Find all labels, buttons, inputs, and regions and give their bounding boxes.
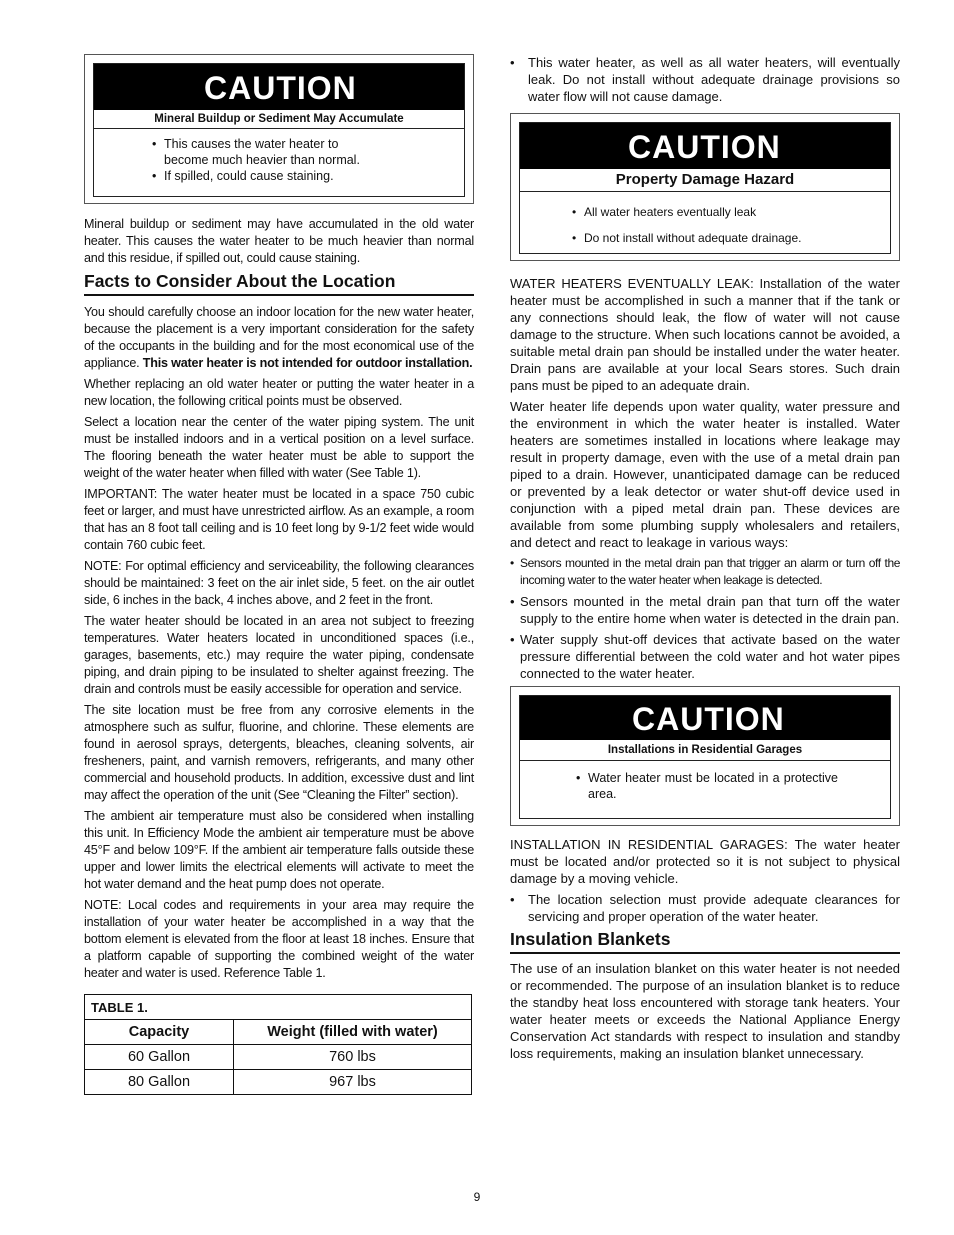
table-1 <box>84 994 472 1095</box>
location-paragraph <box>84 304 474 372</box>
caution-box-garage <box>510 686 900 826</box>
table-cell: 80 Gallon <box>85 1070 234 1095</box>
location-paragraph: Select a location near the center of the water piping system. The unit must be installed indoors and in a vertical position on a level surface. The flooring beneath the water heater must be able to support the weight of the water heater when filled with water (See Table 1). <box>84 415 474 480</box>
garage-bullet-list <box>510 891 900 925</box>
caution-subtitle: Installations in Residential Garages <box>520 740 890 761</box>
table-row <box>85 1070 472 1095</box>
caution-body <box>520 761 890 802</box>
caution-box-mineral <box>84 54 474 204</box>
table-cell: 967 lbs <box>234 1070 472 1095</box>
location-paragraph: IMPORTANT: The water heater must be located in a space 750 cubic feet or larger, and must have unrestricted airflow. As an example, a room that has an 8 foot tall ceiling and is 10 feet long by 9-1/2 feet wide would contain 760 cubic feet. <box>84 487 475 552</box>
list-item: • Sensors mounted in the metal drain pan that trigger an alarm or turn off the incoming water to the water heater when leakage is detected. <box>510 555 900 589</box>
list-item: • The location selection must provide adequate clearances for servicing and proper operation of the water heater. <box>510 891 900 925</box>
caution-item: • Do not install without adequate drainage. <box>572 225 870 251</box>
location-paragraph: The water heater should be located in an area not subject to freezing temperatures. Water heaters located in unconditioned spaces (i.e., garages, basements, etc.) may require the water piping, condensate piping, and drain piping to be insulated to shelter against freezing. The drain and controls must be easily accessible for operation and service. <box>84 614 474 696</box>
page-number: 9 <box>473 1190 481 1204</box>
list-item: • Water supply shut-off devices that activate based on the water pressure differential between the cold water and hot water pipes connected to the water heater. <box>510 631 900 682</box>
table-caption: TABLE 1. <box>85 995 472 1020</box>
leak-paragraph: WATER HEATERS EVENTUALLY LEAK: Installation of the water heater must be accomplished in such a manner that if the tank or any connections should leak, the flow of water will not cause damage to the structure. When such locations cannot be avoided, a suitable metal drain pan should be installed under the water heater. Drain pans are available at your local Sears stores. Such drain pans must be piped to an adequate drain. <box>510 276 900 393</box>
location-paragraph-text: You should carefully choose an indoor location for the new water heater, because the placement is a very important consideration for the safety of the occupants in the building and for the most economical use of the appliance. <box>84 305 474 370</box>
insulation-paragraph: The use of an insulation blanket on this water heater is not needed or recommended. The purpose of an insulation blanket is to reduce the standby heat loss encountered with storage tank heaters. Your water heater meets or exceeds the National Appliance Energy Conservation Act standards with respect to insulation and standby loss requirements, making an insulation blanket unnecessary. <box>510 961 900 1061</box>
leak-paragraph: Water heater life depends upon water quality, water pressure and the environment in which the water heater is installed. Water heaters are sometimes installed in locations where leakage may result in property damage, even with the use of a metal drain pan piped to a drain. However, unanticipated damage can be reduced or prevented by a leak detector or water shut-off device used in conjunction with a piped metal drain pan. These devices are available from some plumbing supply wholesalers and retailers, and detect and react to leakage in various ways: <box>510 399 900 550</box>
location-paragraph: NOTE: For optimal efficiency and serviceability, the following clearances should be maintained: 3 feet on the air inlet side, 5 feet. on the air outlet side, 6 inches in the back, 4 inches above, and 2 feet in the front. <box>84 559 474 607</box>
caution-item: • Water heater must be located in a protective area. <box>576 770 838 802</box>
section-heading-location: Facts to Consider About the Location <box>84 271 474 296</box>
caution-item: • This causes the water heater to become much heavier than normal. <box>152 136 374 168</box>
list-item: • Sensors mounted in the metal drain pan that turn off the water supply to the entire home when water is detected in the drain pan. <box>510 593 900 627</box>
right-column <box>510 54 900 1066</box>
caution-subtitle: Mineral Buildup or Sediment May Accumulate <box>94 110 464 129</box>
section-heading-insulation: Insulation Blankets <box>510 929 900 954</box>
caution-banner: CAUTION <box>94 64 464 110</box>
table-cell: 760 lbs <box>234 1045 472 1070</box>
left-column <box>84 54 474 1095</box>
list-item: • This water heater, as well as all water heaters, will eventually leak. Do not install without adequate drainage provisions so water flow will not cause damage. <box>510 54 900 105</box>
garage-paragraph: INSTALLATION IN RESIDENTIAL GARAGES: The water heater must be located and/or protected so it is not subject to physical damage by a moving vehicle. <box>510 837 900 886</box>
table-header: Weight (filled with water) <box>234 1020 472 1045</box>
table-cell: 60 Gallon <box>85 1045 234 1070</box>
caution-body <box>94 129 464 184</box>
caution-banner: CAUTION <box>520 123 890 169</box>
device-bullet-list <box>510 555 900 682</box>
location-paragraph: Whether replacing an old water heater or putting the water heater in a new location, the following critical points must be observed. <box>84 377 474 408</box>
location-paragraph: The site location must be free from any corrosive elements in the atmosphere such as sulfur, fluorine, and chlorine. These elements are found in aerosol sprays, detergents, bleaches, cleaning solvents, air fresheners, paint, and varnish removers, refrigerants, and many other commercial and household products. In addition, excessive dust and lint may affect the operation of the unit (See “Cleaning the Filter” section). <box>84 703 474 802</box>
table-row <box>85 1045 472 1070</box>
caution-box-property <box>510 113 900 261</box>
table-header: Capacity <box>85 1020 234 1045</box>
location-paragraph: NOTE: Local codes and requirements in your area may require the installation of your water heater be accomplished in a way that the bottom element is elevated from the floor at least 18 inches. Ensure that a platform capable of supporting the combined weight of the water heater and water is used. Reference Table 1. <box>84 898 474 980</box>
location-paragraph: The ambient air temperature must also be considered when installing this unit. In Efficiency Mode the ambient air temperature must be above 45°F and below 109°F. If the ambient air temperature falls outside these upper and lower limits the electrical elements will activate to meet the hot water demand and the heat pump does not operate. <box>84 809 474 891</box>
leak-bullet-list <box>510 54 900 105</box>
outdoor-warning: This water heater is not intended for outdoor installation. <box>142 356 473 370</box>
caution-item: • If spilled, could cause staining. <box>152 168 374 184</box>
caution-body <box>520 192 890 251</box>
caution-banner: CAUTION <box>520 696 890 740</box>
caution-subtitle: Property Damage Hazard <box>520 169 890 192</box>
caution-item: • All water heaters eventually leak <box>572 199 870 225</box>
mineral-intro: Mineral buildup or sediment may have accumulated in the old water heater. This causes the water heater to be much heavier than normal and this residue, if spilled out, could cause staining. <box>84 217 474 265</box>
